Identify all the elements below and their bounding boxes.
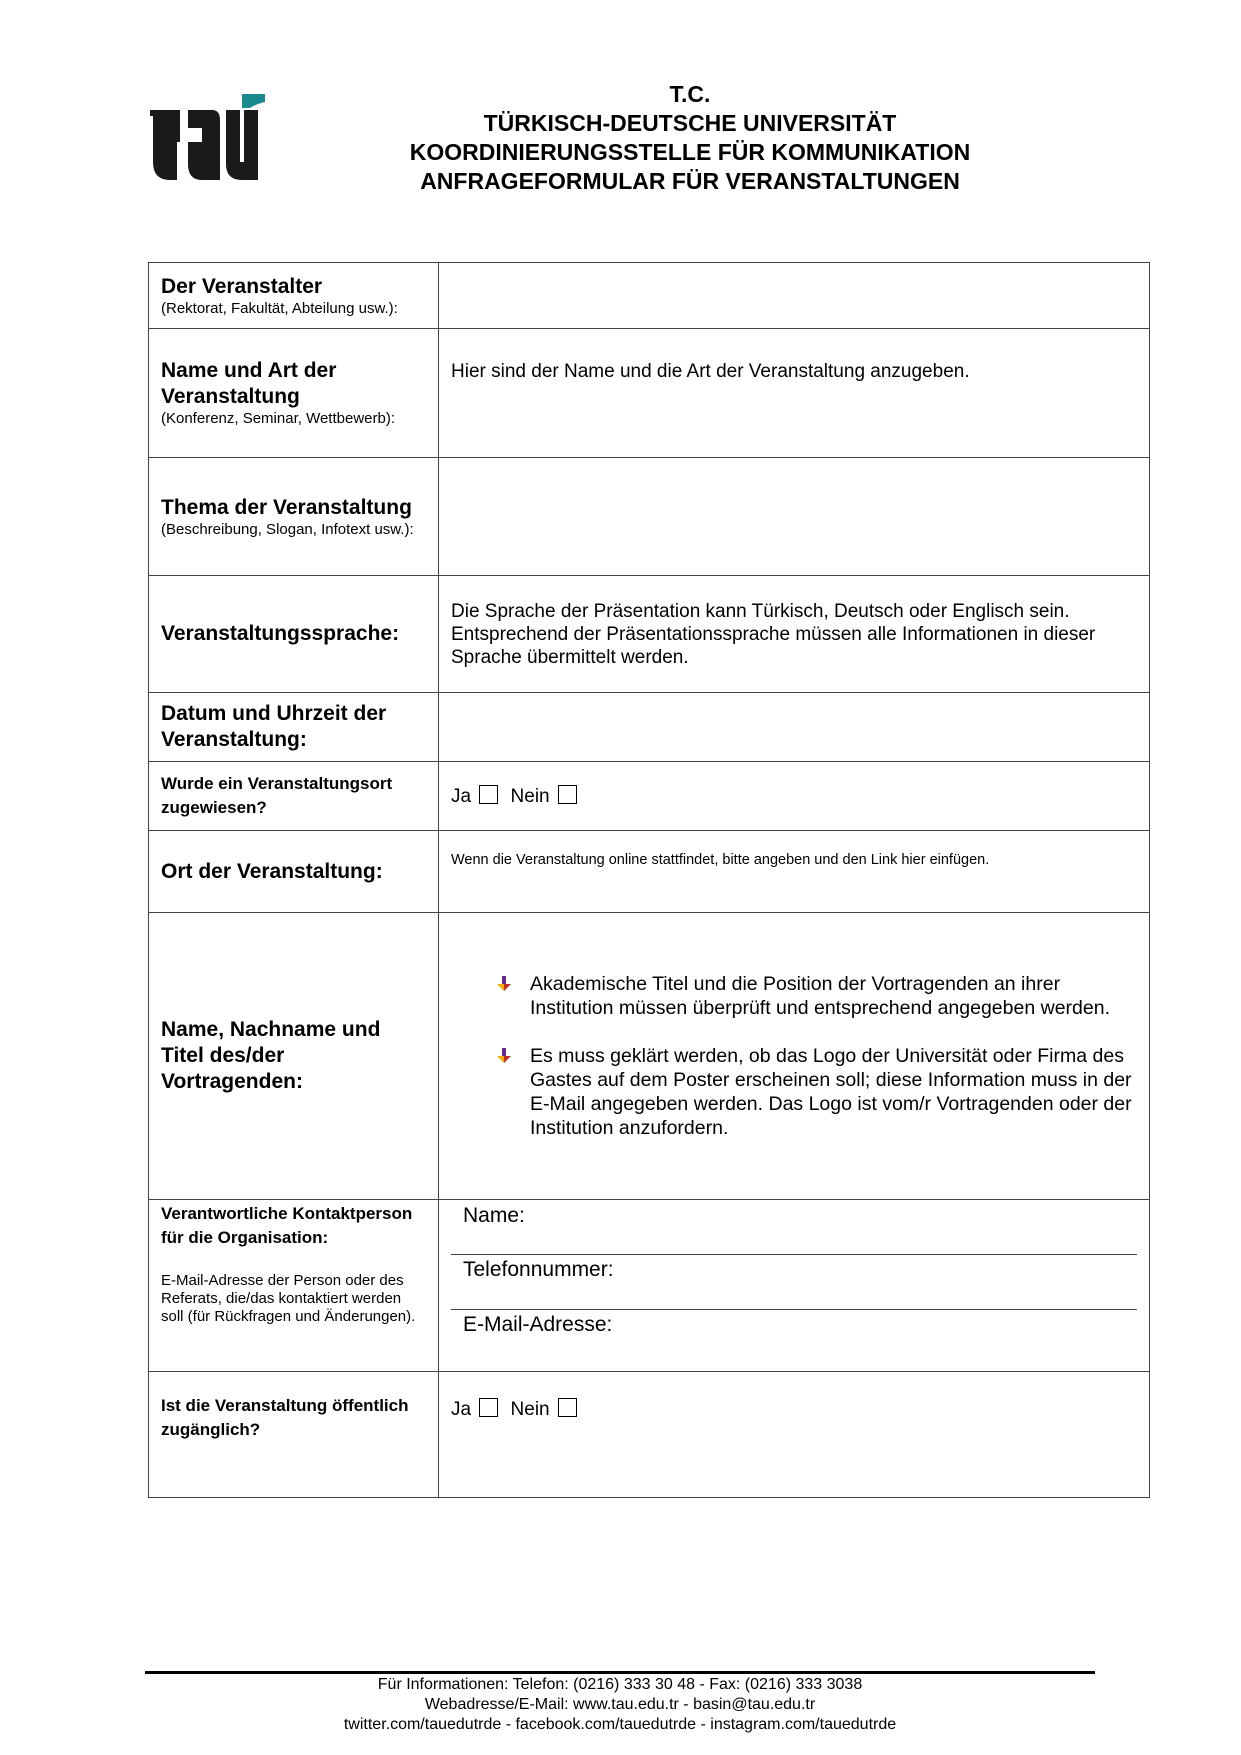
row-name-type	[149, 329, 1150, 458]
organizer-input[interactable]	[439, 263, 1150, 329]
public-label: Ist die Veranstaltung öffentlich zugänglich?	[161, 1396, 409, 1439]
location-hint: Wenn die Veranstaltung online stattfindet, bitte angeben und den Link hier einfügen.	[451, 852, 990, 868]
document-header	[330, 80, 1050, 196]
public-yes-label: Ja	[451, 1399, 472, 1420]
datetime-label-cell	[149, 693, 439, 762]
header-line-tc: T.C.	[669, 81, 711, 107]
name-type-input[interactable]	[439, 329, 1150, 458]
contact-phone-label: Telefonnummer:	[463, 1257, 614, 1281]
name-type-label-cell	[149, 329, 439, 458]
speaker-instruction-text: Akademische Titel und die Position der Vortragenden an ihrer Institution müssen überprüft und entsprechend angegeben werden.	[530, 973, 1110, 1019]
contact-name-field[interactable]	[451, 1201, 1137, 1255]
arrow-bullet-icon	[495, 976, 513, 992]
speaker-instruction-text: Es muss geklärt werden, ob das Logo der Universität oder Firma des Gastes auf dem Poster erscheinen soll; diese Information muss in der E-Mail angegeben werden. Das Logo ist vom/r Vortragenden oder der Institution anzufordern.	[530, 1045, 1132, 1139]
speaker-instructions	[451, 972, 1137, 1140]
topic-label-cell	[149, 458, 439, 576]
contact-email-label: E-Mail-Adresse:	[463, 1312, 613, 1336]
contact-label-cell	[149, 1200, 439, 1372]
language-value: Die Sprache der Präsentation kann Türkisch, Deutsch oder Englisch sein. Entsprechend der Präsentationssprache müssen alle Informationen in dieser Sprache übermittelt werden.	[451, 600, 1096, 668]
language-label-cell	[149, 576, 439, 693]
datetime-input[interactable]	[439, 693, 1150, 762]
location-input[interactable]	[439, 831, 1150, 913]
public-yes-checkbox[interactable]	[479, 1398, 498, 1417]
row-topic	[149, 458, 1150, 576]
venue-yes-checkbox[interactable]	[479, 785, 498, 804]
row-organizer	[149, 263, 1150, 329]
location-label-cell	[149, 831, 439, 913]
location-label: Ort der Veranstaltung:	[161, 859, 383, 883]
organizer-hint: (Rektorat, Fakultät, Abteilung usw.):	[161, 299, 398, 317]
topic-label: Thema der Veranstaltung	[161, 495, 412, 519]
name-type-hint: (Konferenz, Seminar, Wettbewerb):	[161, 410, 395, 427]
language-label: Veranstaltungssprache:	[161, 622, 400, 645]
venue-yes-label: Ja	[451, 785, 472, 807]
public-label-cell	[149, 1372, 439, 1498]
venue-assigned-label: Wurde ein Veranstaltungsort zugewiesen?	[161, 774, 393, 817]
datetime-label: Datum und Uhrzeit der Veranstaltung:	[161, 702, 387, 751]
footer	[145, 1675, 1095, 1735]
arrow-bullet-icon	[495, 1048, 513, 1064]
footer-web-line: Webadresse/E-Mail: www.tau.edu.tr - basin@tau.edu.tr	[424, 1696, 816, 1713]
contact-phone-field[interactable]	[451, 1255, 1137, 1310]
organizer-label-cell	[149, 263, 439, 329]
row-location	[149, 831, 1150, 913]
row-venue-assigned	[149, 762, 1150, 831]
speakers-label: Name, Nachname und Titel des/der Vortragenden:	[161, 1018, 381, 1093]
speakers-input[interactable]	[439, 913, 1150, 1200]
row-public	[149, 1372, 1150, 1498]
header-line-university: TÜRKISCH-DEUTSCHE UNIVERSITÄT	[483, 110, 897, 136]
venue-assigned-options	[439, 762, 1150, 831]
organizer-label: Der Veranstalter	[161, 274, 323, 298]
event-request-form	[148, 262, 1150, 1498]
footer-social-line: twitter.com/tauedutrde - facebook.com/tauedutrde - instagram.com/tauedutrde	[343, 1716, 897, 1733]
topic-hint: (Beschreibung, Slogan, Infotext usw.):	[161, 520, 414, 538]
name-type-label: Name und Art der Veranstaltung	[161, 359, 337, 408]
contact-fields	[439, 1200, 1150, 1372]
university-logo	[150, 92, 265, 182]
row-speakers	[149, 913, 1150, 1200]
row-datetime	[149, 693, 1150, 762]
public-options	[439, 1372, 1150, 1498]
row-contact	[149, 1200, 1150, 1372]
row-language	[149, 576, 1150, 693]
public-no-label: Nein	[510, 1399, 550, 1420]
public-no-checkbox[interactable]	[558, 1398, 577, 1417]
footer-divider	[145, 1671, 1095, 1674]
speakers-label-cell	[149, 913, 439, 1200]
contact-label: Verantwortliche Kontaktperson für die Organisation:	[161, 1204, 413, 1247]
footer-contact-line: Für Informationen: Telefon: (0216) 333 30 48 - Fax: (0216) 333 3038	[377, 1676, 863, 1693]
header-line-office: KOORDINIERUNGSSTELLE FÜR KOMMUNIKATION	[409, 139, 971, 165]
venue-no-label: Nein	[510, 785, 550, 807]
speaker-instruction-item	[495, 1044, 1137, 1140]
contact-hint: E-Mail-Adresse der Person oder des Referats, die/das kontaktiert werden soll (für Rückfragen und Änderungen).	[161, 1272, 416, 1325]
header-line-form-title: ANFRAGEFORMULAR FÜR VERANSTALTUNGEN	[420, 168, 960, 194]
venue-no-checkbox[interactable]	[558, 785, 577, 804]
name-type-value: Hier sind der Name und die Art der Veranstaltung anzugeben.	[451, 361, 970, 382]
topic-input[interactable]	[439, 458, 1150, 576]
speaker-instruction-item	[495, 972, 1137, 1020]
contact-email-field[interactable]	[451, 1310, 1137, 1371]
venue-assigned-label-cell	[149, 762, 439, 831]
language-input[interactable]	[439, 576, 1150, 693]
contact-name-label: Name:	[463, 1203, 525, 1227]
